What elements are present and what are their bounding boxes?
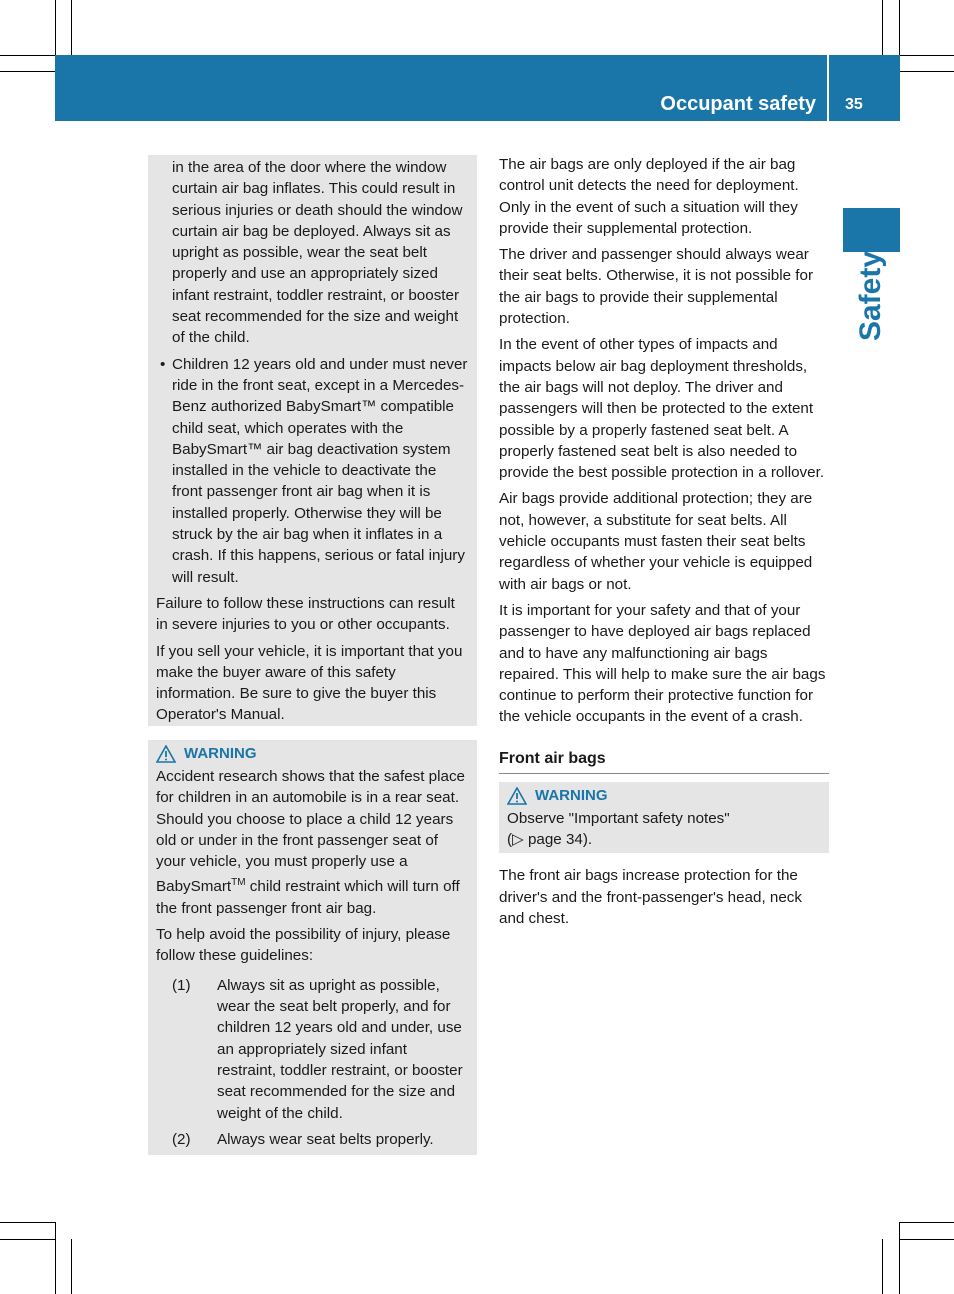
crop-mark <box>899 0 900 55</box>
body-paragraph: Air bags provide additional protection; they are not, however, a substitute for seat belts. All vehicle occupants must fasten their seat belts regardless of whether your vehicle is equipped with air bags or not. <box>499 490 813 593</box>
continued-paragraph: in the area of the door where the window curtain air bag inflates. This could result in serious injuries or death should the window curtain air bag be deployed. Always sit as upright as possible, wear the seat belt properly and use an appropriately sized infant restraint, toddler restraint, or booster seat recommended for the size and weight of the child. <box>172 159 463 347</box>
crop-mark <box>882 1239 883 1294</box>
warning-label: WARNING <box>535 787 608 805</box>
guideline-number: (2) <box>172 1130 191 1148</box>
crop-mark <box>55 0 56 55</box>
crop-mark <box>71 1239 72 1294</box>
guideline-list <box>172 975 469 1150</box>
chapter-label: Safety <box>854 250 887 342</box>
crop-mark <box>900 71 954 72</box>
bullet-dot: • <box>160 355 166 373</box>
page-header <box>55 55 900 121</box>
body-paragraph: It is important for your safety and that of your passenger to have deployed air bags replaced and to have any malfunctioning air bags repaired. This will help to make sure the air bags continue to perform their protective function for the vehicle occupants in the event of a crash. <box>499 601 826 726</box>
guideline-text: Always sit as upright as possible, wear the seat belt properly, and for children 12 years old and under, use an appropriately sized infant restraint, toddler restraint, or booster seat recommended for the size and weight of the child. <box>217 976 463 1122</box>
warning-heading <box>507 784 821 808</box>
crop-mark <box>0 55 55 56</box>
header-divider <box>827 55 829 121</box>
trademark-sup: TM <box>231 877 246 889</box>
body-paragraph: The air bags are only deployed if the air bag control unit detects the need for deployment. Only in the event of such a situation will they provide their supplemental protection. <box>499 156 799 237</box>
guideline-number: (1) <box>172 976 191 994</box>
body-paragraph: The front air bags increase protection for the driver's and the front-passenger's head, neck and chest. <box>499 867 802 927</box>
warning-label: WARNING <box>184 745 257 763</box>
warning-heading <box>156 742 469 766</box>
crop-mark <box>0 1239 55 1240</box>
crop-mark <box>0 71 55 72</box>
front-airbag-warning-box <box>499 782 829 854</box>
page-reference-link[interactable]: (▷ page 34). <box>507 831 593 849</box>
consequence-paragraph: Failure to follow these instructions can result in severe injuries to you or other occupants. <box>156 594 455 634</box>
guideline-text: Always wear seat belts properly. <box>217 1130 434 1148</box>
crop-mark <box>55 1222 56 1294</box>
guidelines-intro: To help avoid the possibility of injury, please follow these guidelines: <box>156 926 451 965</box>
crop-mark <box>900 1222 954 1223</box>
warning-triangle-icon <box>156 745 176 763</box>
warning-triangle-icon <box>507 787 527 805</box>
warning-paragraph <box>156 766 469 919</box>
chapter-tab <box>843 208 900 252</box>
guideline-item <box>172 1129 469 1150</box>
crop-mark <box>900 55 954 56</box>
crop-mark <box>882 0 883 55</box>
right-column <box>499 154 829 929</box>
crop-mark <box>900 1239 954 1240</box>
page-number: 35 <box>845 96 863 113</box>
warning-line: Observe "Important safety notes" <box>507 809 730 827</box>
bullet-text: Children 12 years old and under must never ride in the front seat, except in a Mercedes-Benz authorized BabySmart™ compatible child seat, which operates with the BabySmart™ air bag deactivation system installed in the vehicle to deactivate the front passenger front air bag when it is installed properly. Otherwise they will be struck by the air bag when it inflates in a crash. If this happens, serious or fatal injury will result. <box>172 355 468 586</box>
warning-text: Accident research shows that the safest place for children in an automobile is in a rear seat. Should you choose to place a child 12 years old or under in the front passenger seat of your vehicle, you must properly use a BabySmart <box>156 768 465 896</box>
body-paragraph: In the event of other types of impacts and impacts below air bag deployment thresholds, the air bags will not deploy. The driver and passengers will then be protected to the extent possible by a properly fastened seat belt. A properly fastened seat belt is also needed to provide the best possible protection in a rollover. <box>499 336 825 482</box>
resale-paragraph: If you sell your vehicle, it is important that you make the buyer aware of this safety information. Be sure to give the buyer this Operator's Manual. <box>156 642 463 724</box>
body-paragraph: The driver and passenger should always wear their seat belts. Otherwise, it is not possible for the air bags to provide their supplemental protection. <box>499 246 814 328</box>
crop-mark <box>71 0 72 55</box>
safety-notes-box <box>148 155 477 726</box>
crop-mark <box>0 1222 55 1223</box>
bullet-item <box>156 354 469 588</box>
section-heading: Front air bags <box>499 748 829 774</box>
guideline-item <box>172 975 469 1124</box>
child-warning-box <box>148 740 477 1155</box>
crop-mark <box>899 1222 900 1294</box>
section-title: Occupant safety <box>660 93 816 115</box>
warning-text: child restraint which will turn off the front passenger front air bag. <box>156 878 460 917</box>
